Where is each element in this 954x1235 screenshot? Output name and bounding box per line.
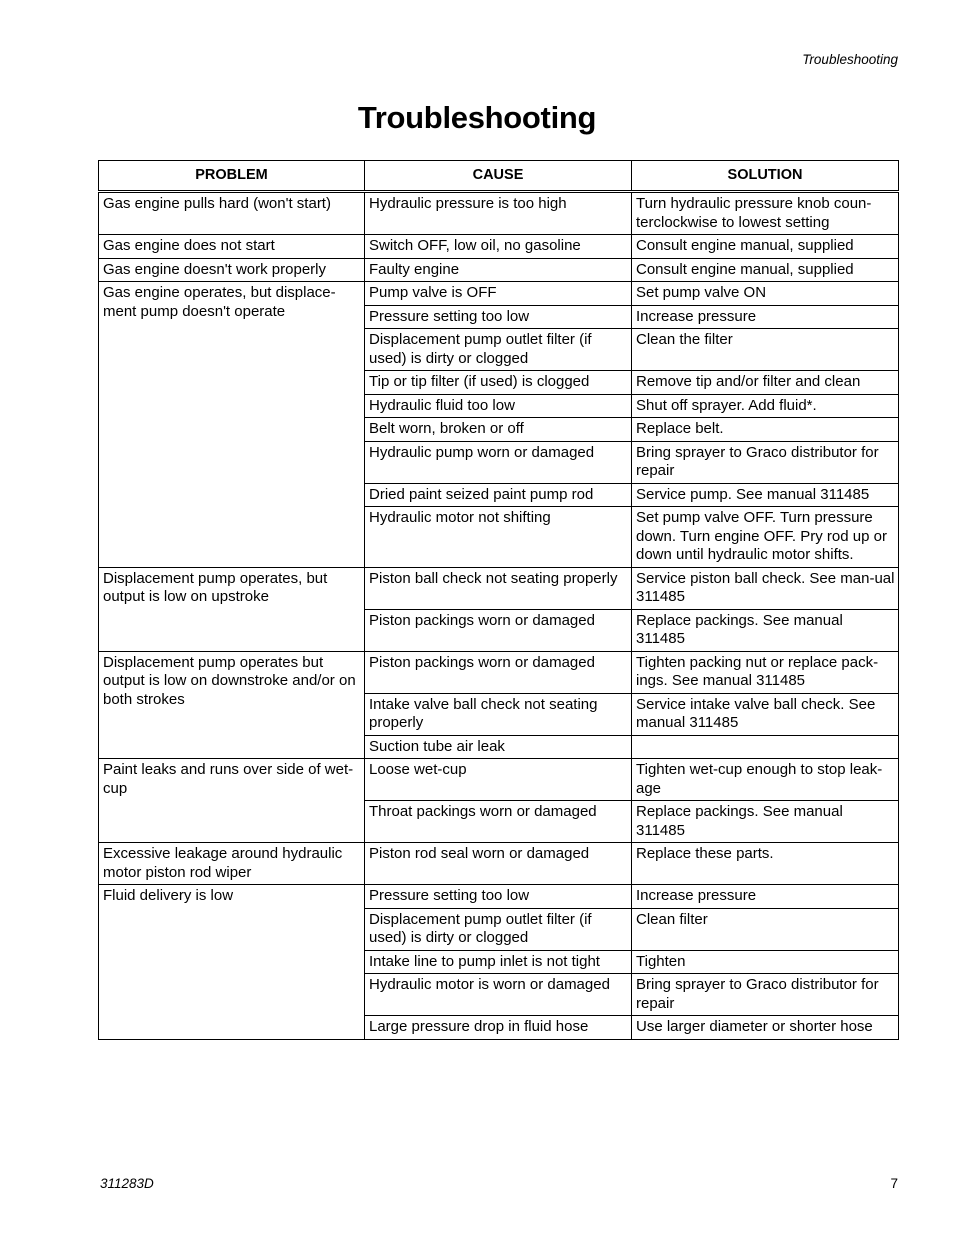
troubleshooting-table [98,160,899,1040]
cause-cell: Large pressure drop in fluid hose [365,1016,632,1040]
cause-cell: Suction tube air leak [365,735,632,759]
solution-cell: Service piston ball check. See man-ual 311485 [632,567,899,609]
problem-cell: Paint leaks and runs over side of wet-cup [99,759,365,843]
cause-cell: Hydraulic motor not shifting [365,507,632,568]
cause-cell: Pressure setting too low [365,885,632,909]
solution-cell: Bring sprayer to Graco distributor for repair [632,974,899,1016]
cause-cell: Hydraulic pump worn or damaged [365,441,632,483]
solution-cell [632,735,899,759]
document-number: 311283D [100,1176,154,1191]
cause-cell: Hydraulic fluid too low [365,394,632,418]
table-row [99,567,899,609]
solution-cell: Increase pressure [632,305,899,329]
solution-cell: Tighten wet-cup enough to stop leak-age [632,759,899,801]
solution-cell: Service pump. See manual 311485 [632,483,899,507]
cause-cell: Pressure setting too low [365,305,632,329]
solution-cell: Shut off sprayer. Add fluid*. [632,394,899,418]
table-row [99,843,899,885]
cause-cell: Intake line to pump inlet is not tight [365,950,632,974]
table-row [99,651,899,693]
cause-cell: Displacement pump outlet filter (if used) is dirty or clogged [365,908,632,950]
cause-cell: Throat packings worn or damaged [365,801,632,843]
page-number: 7 [890,1176,898,1191]
solution-cell: Use larger diameter or shorter hose [632,1016,899,1040]
column-header-cause: CAUSE [365,161,632,192]
solution-cell: Replace these parts. [632,843,899,885]
running-header: Troubleshooting [802,52,898,67]
solution-cell: Consult engine manual, supplied [632,258,899,282]
solution-cell: Service intake valve ball check. See manual 311485 [632,693,899,735]
table-row [99,282,899,306]
problem-cell: Gas engine does not start [99,235,365,259]
cause-cell: Piston rod seal worn or damaged [365,843,632,885]
table-header [99,161,899,192]
table-row [99,258,899,282]
cause-cell: Hydraulic pressure is too high [365,192,632,235]
problem-cell: Fluid delivery is low [99,885,365,1040]
problem-cell: Gas engine pulls hard (won't start) [99,192,365,235]
problem-cell: Excessive leakage around hydraulic motor piston rod wiper [99,843,365,885]
header-row [99,161,899,192]
cause-cell: Piston packings worn or damaged [365,609,632,651]
solution-cell: Replace packings. See manual 311485 [632,801,899,843]
table-row [99,759,899,801]
solution-cell: Replace belt. [632,418,899,442]
cause-cell: Dried paint seized paint pump rod [365,483,632,507]
table-row [99,235,899,259]
cause-cell: Piston ball check not seating properly [365,567,632,609]
solution-cell: Tighten [632,950,899,974]
solution-cell: Set pump valve ON [632,282,899,306]
table-row [99,192,899,235]
problem-cell: Displacement pump operates but output is low on downstroke and/or on both strokes [99,651,365,759]
solution-cell: Clean filter [632,908,899,950]
cause-cell: Intake valve ball check not seating properly [365,693,632,735]
cause-cell: Piston packings worn or damaged [365,651,632,693]
solution-cell: Set pump valve OFF. Turn pressure down. Turn engine OFF. Pry rod up or down until hydraulic motor shifts. [632,507,899,568]
cause-cell: Belt worn, broken or off [365,418,632,442]
cause-cell: Tip or tip filter (if used) is clogged [365,371,632,395]
problem-cell: Gas engine operates, but displace-ment pump doesn't operate [99,282,365,568]
solution-cell: Bring sprayer to Graco distributor for repair [632,441,899,483]
cause-cell: Displacement pump outlet filter (if used) is dirty or clogged [365,329,632,371]
solution-cell: Consult engine manual, supplied [632,235,899,259]
solution-cell: Turn hydraulic pressure knob coun-terclockwise to lowest setting [632,192,899,235]
solution-cell: Replace packings. See manual 311485 [632,609,899,651]
cause-cell: Switch OFF, low oil, no gasoline [365,235,632,259]
column-header-solution: SOLUTION [632,161,899,192]
solution-cell: Increase pressure [632,885,899,909]
solution-cell: Tighten packing nut or replace pack-ings. See manual 311485 [632,651,899,693]
table-row [99,885,899,909]
solution-cell: Clean the filter [632,329,899,371]
cause-cell: Pump valve is OFF [365,282,632,306]
cause-cell: Loose wet-cup [365,759,632,801]
table-body [99,192,899,1040]
problem-cell: Displacement pump operates, but output is low on upstroke [99,567,365,651]
solution-cell: Remove tip and/or filter and clean [632,371,899,395]
cause-cell: Faulty engine [365,258,632,282]
problem-cell: Gas engine doesn't work properly [99,258,365,282]
column-header-problem: PROBLEM [99,161,365,192]
page-title: Troubleshooting [357,100,597,135]
cause-cell: Hydraulic motor is worn or damaged [365,974,632,1016]
